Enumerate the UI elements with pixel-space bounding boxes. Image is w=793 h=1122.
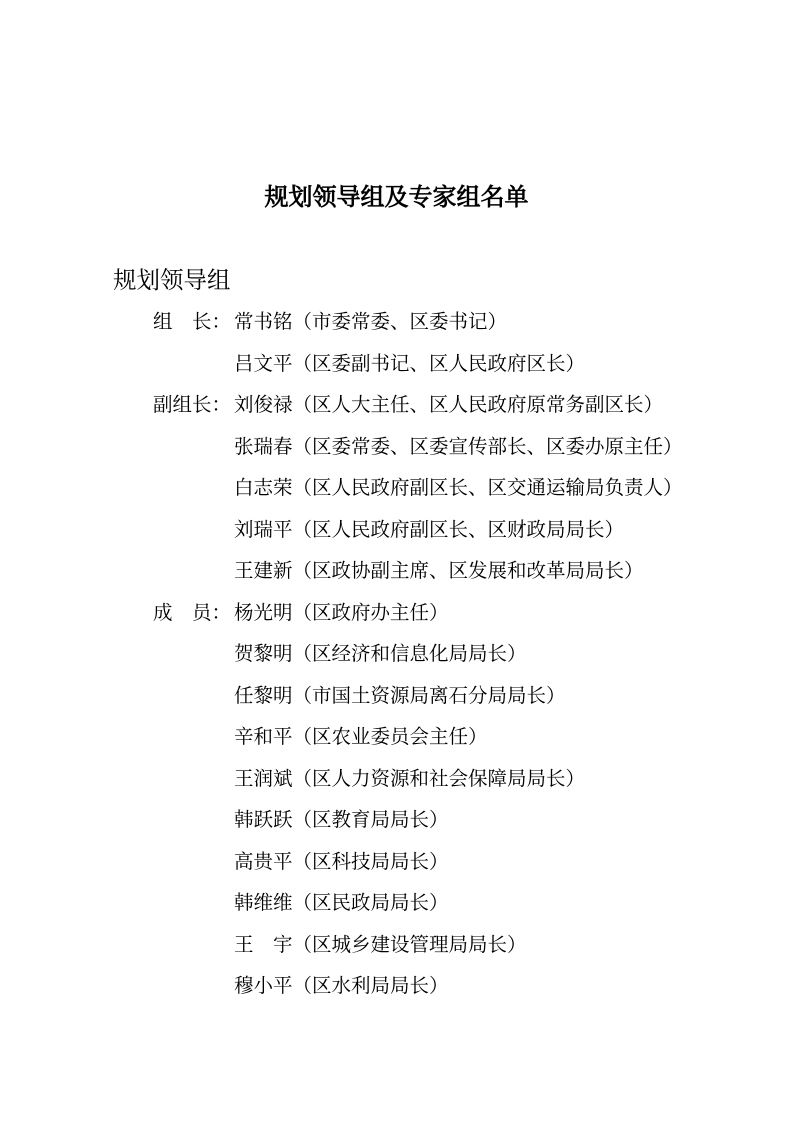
member-list — [153, 301, 753, 1007]
role-spacer — [153, 758, 234, 800]
role-spacer — [153, 675, 234, 717]
member-position: （区城乡建设管理局局长） — [292, 932, 527, 956]
member-position: （区教育局局长） — [292, 808, 449, 831]
document-title: 规划领导组及专家组名单 — [264, 183, 529, 211]
list-item — [153, 675, 753, 717]
member-position: （市国土资源局离石分局局长） — [292, 683, 566, 707]
member-name: 穆小平 — [234, 974, 293, 997]
list-item — [153, 343, 753, 385]
role-spacer — [153, 965, 234, 1007]
list-item — [153, 716, 753, 758]
list-item — [153, 592, 753, 634]
member-name: 张瑞春 — [234, 434, 293, 458]
member-name: 吕文平 — [234, 351, 293, 375]
role-spacer — [153, 426, 234, 468]
member-position: （区政府办主任） — [292, 600, 449, 624]
role-spacer — [153, 841, 234, 883]
list-item — [153, 633, 753, 675]
role-spacer — [153, 882, 234, 924]
role-label-leader: 组 长： — [153, 310, 232, 333]
member-position: （区政协副主席、区发展和改革局局长） — [292, 559, 644, 582]
role-spacer — [153, 550, 234, 592]
member-position: （区科技局局长） — [292, 849, 449, 873]
member-name: 王润斌 — [234, 766, 293, 790]
role-spacer — [153, 716, 234, 758]
member-name: 辛和平 — [234, 725, 293, 748]
list-item — [153, 924, 753, 966]
member-position: （区委副书记、区人民政府区长） — [292, 351, 586, 375]
member-name: 贺黎明 — [234, 642, 293, 665]
list-item — [153, 550, 753, 592]
role-label-member: 成 员： — [153, 600, 232, 624]
member-name: 常书铭 — [234, 310, 293, 333]
member-name: 任黎明 — [234, 683, 293, 707]
list-item — [153, 509, 753, 551]
role-spacer — [153, 467, 234, 509]
member-position: （区水利局局长） — [292, 974, 449, 997]
list-item — [153, 301, 753, 343]
member-position: （区人大主任、区人民政府原常务副区长） — [292, 393, 664, 416]
member-position: （区农业委员会主任） — [292, 725, 488, 748]
member-position: （区人民政府副区长、区交通运输局负责人） — [292, 476, 683, 499]
member-name: 刘俊禄 — [234, 393, 293, 416]
role-spacer — [153, 633, 234, 675]
member-position: （区委常委、区委宣传部长、区委办原主任） — [292, 434, 683, 458]
list-item — [153, 384, 753, 426]
member-position: （区人力资源和社会保障局局长） — [292, 766, 586, 790]
member-name: 高贵平 — [234, 849, 293, 873]
member-name: 韩维维 — [234, 891, 293, 914]
list-item — [153, 758, 753, 800]
member-position: （区人民政府副区长、区财政局局长） — [292, 517, 625, 541]
role-spacer — [153, 509, 234, 551]
role-label-deputy-leader: 副组长： — [153, 393, 232, 416]
list-item — [153, 882, 753, 924]
role-spacer — [153, 799, 234, 841]
list-item — [153, 965, 753, 1007]
member-name: 白志荣 — [234, 476, 293, 499]
list-item — [153, 799, 753, 841]
role-spacer — [153, 924, 234, 966]
member-name: 王 宇 — [234, 932, 293, 956]
member-name: 韩跃跃 — [234, 808, 293, 831]
member-name: 刘瑞平 — [234, 517, 293, 541]
role-spacer — [153, 343, 234, 385]
section-heading: 规划领导组 — [113, 266, 231, 294]
member-position: （市委常委、区委书记） — [292, 310, 508, 333]
list-item — [153, 841, 753, 883]
list-item — [153, 467, 753, 509]
member-name: 杨光明 — [234, 600, 293, 624]
member-name: 王建新 — [234, 559, 293, 582]
list-item — [153, 426, 753, 468]
member-position: （区民政局局长） — [292, 891, 449, 914]
member-position: （区经济和信息化局局长） — [292, 642, 527, 665]
